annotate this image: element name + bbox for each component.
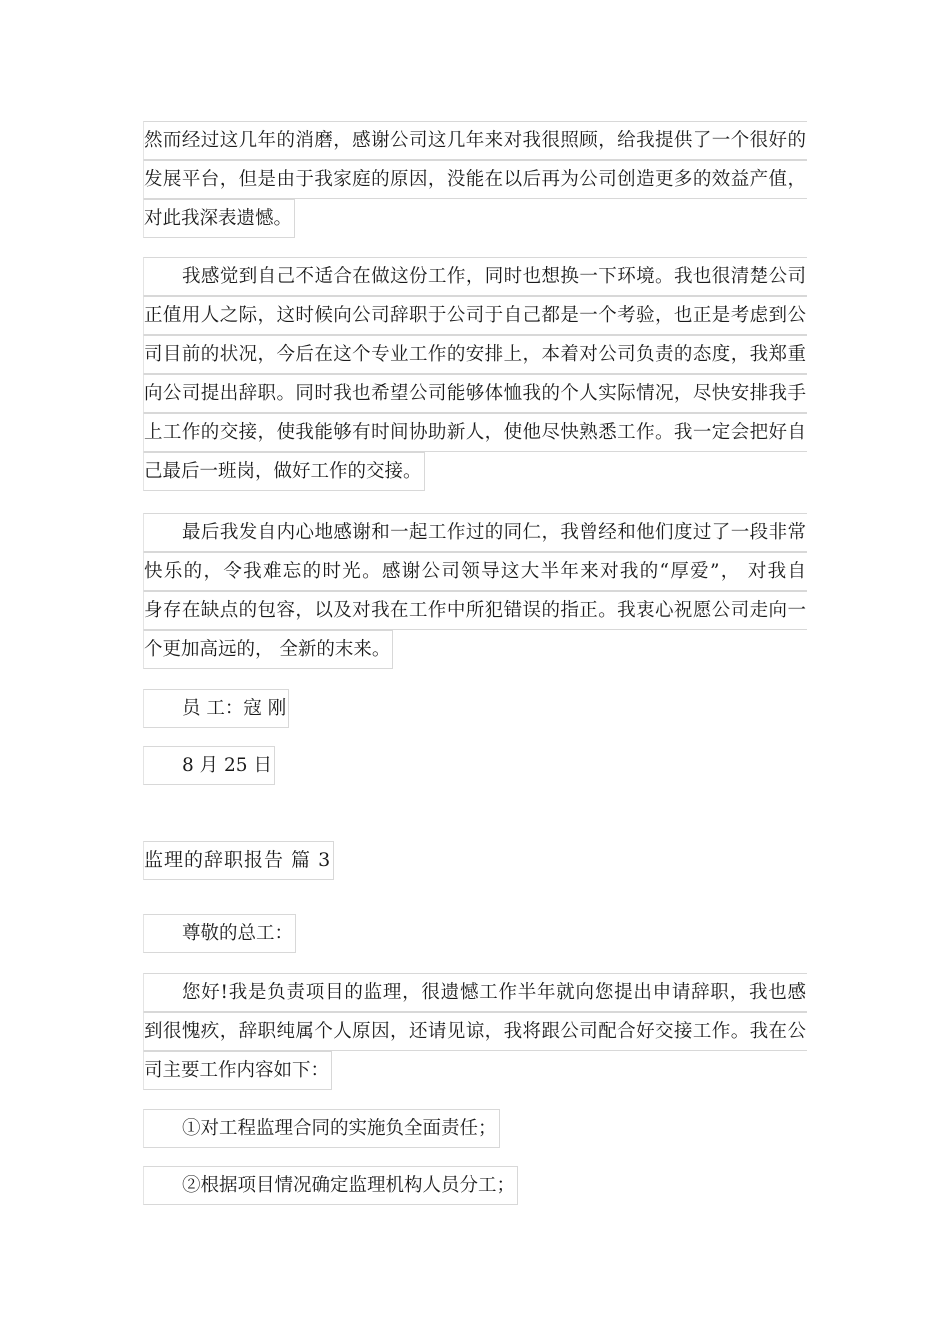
text-line: 员 工：寇 刚	[143, 689, 807, 728]
text-line: 尊敬的总工：	[143, 914, 807, 953]
signature	[143, 689, 807, 728]
text-line: 快乐的，令我难忘的时光。感谢公司领导这大半年来对我的“厚爱”， 对我自	[143, 552, 807, 591]
text-line: 对此我深表遗憾。	[143, 199, 807, 238]
text-line: 最后我发自内心地感谢和一起工作过的同仁，我曾经和他们度过了一段非常	[143, 513, 807, 552]
text-line: 监理的辞职报告 篇 3	[143, 841, 807, 880]
text-line: 个更加高远的， 全新的末来。	[143, 630, 807, 669]
paragraph-4	[143, 973, 807, 1090]
text-line: 司目前的状况，今后在这个专业工作的安排上，本着对公司负责的态度，我郑重	[143, 335, 807, 374]
text-line: 己最后一班岗，做好工作的交接。	[143, 452, 807, 491]
text-line: ①对工程监理合同的实施负全面责任；	[143, 1109, 807, 1148]
list-item	[143, 1109, 807, 1148]
paragraph-1	[143, 121, 807, 238]
text-line: 到很愧疚，辞职纯属个人原因，还请见谅，我将跟公司配合好交接工作。我在公	[143, 1012, 807, 1051]
text-line: 向公司提出辞职。同时我也希望公司能够体恤我的个人实际情况，尽快安排我手	[143, 374, 807, 413]
text-line: 上工作的交接，使我能够有时间协助新人，使他尽快熟悉工作。我一定会把好自	[143, 413, 807, 452]
text-line: 8 月 25 日	[143, 746, 807, 785]
paragraph-3	[143, 513, 807, 669]
text-line: 我感觉到自己不适合在做这份工作，同时也想换一下环境。我也很清楚公司	[143, 257, 807, 296]
text-line: ②根据项目情况确定监理机构人员分工；	[143, 1166, 807, 1205]
paragraph-2	[143, 257, 807, 491]
text-line: 身存在缺点的包容，以及对我在工作中所犯错误的指正。我衷心祝愿公司走向一	[143, 591, 807, 630]
text-line: 司主要工作内容如下：	[143, 1051, 807, 1090]
text-line: 发展平台，但是由于我家庭的原因，没能在以后再为公司创造更多的效益产值，	[143, 160, 807, 199]
section-heading	[143, 841, 807, 880]
date	[143, 746, 807, 785]
text-line: 正值用人之际，这时候向公司辞职于公司于自己都是一个考验，也正是考虑到公	[143, 296, 807, 335]
text-line: 然而经过这几年的消磨，感谢公司这几年来对我很照顾，给我提供了一个很好的	[143, 121, 807, 160]
list-item	[143, 1166, 807, 1205]
salutation	[143, 914, 807, 953]
text-line: 您好!我是负责项目的监理，很遗憾工作半年就向您提出申请辞职，我也感	[143, 973, 807, 1012]
